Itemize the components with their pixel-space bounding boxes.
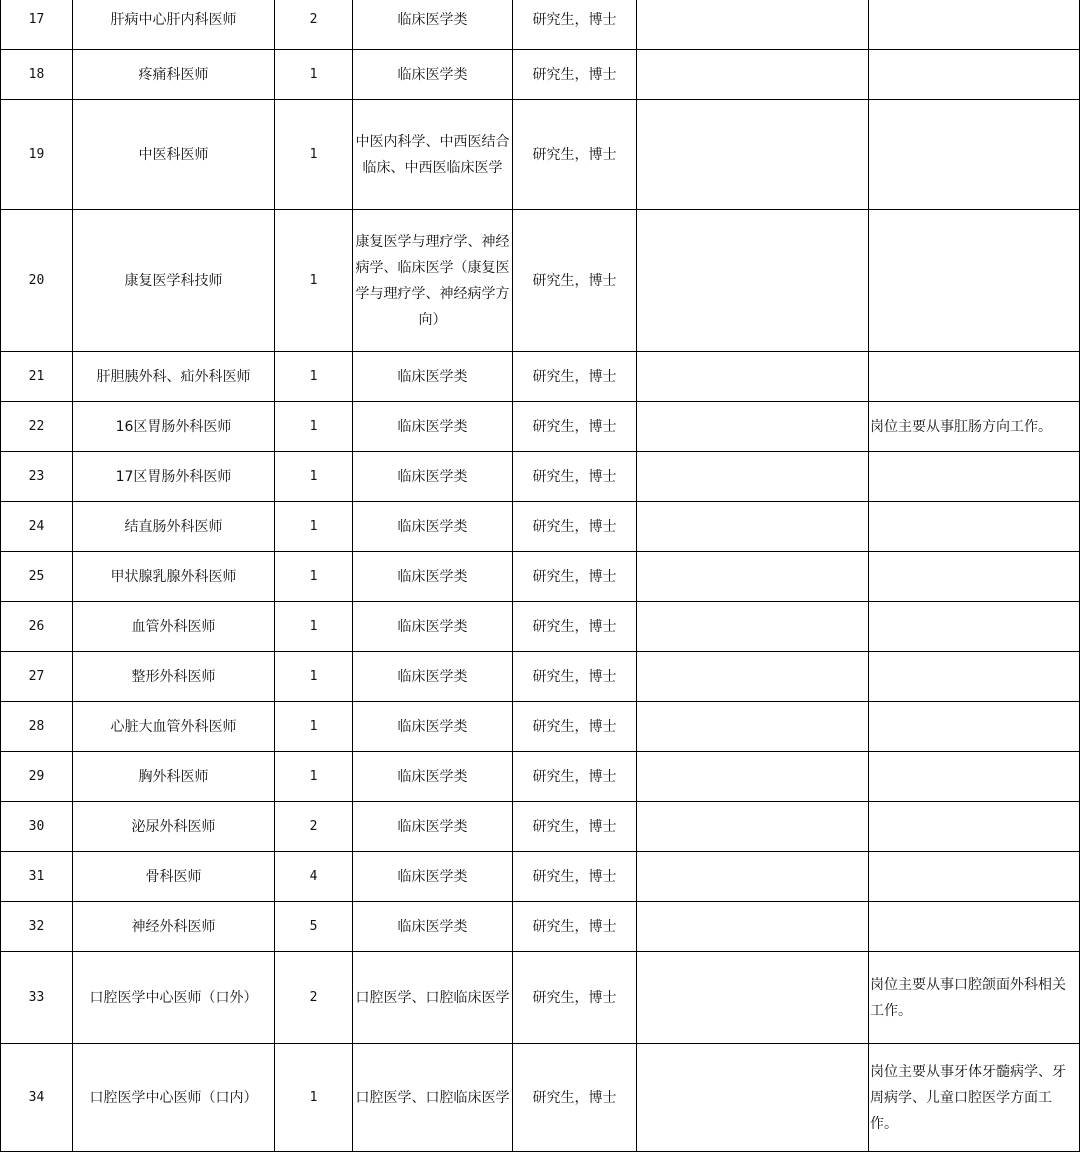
table-row	[1, 452, 1080, 502]
degree-requirement-cell: 研究生，博士	[513, 902, 637, 952]
row-number-cell: 31	[1, 852, 73, 902]
note-cell: 岗位主要从事牙体牙髓病学、牙周病学、儿童口腔医学方面工作。	[869, 1044, 1080, 1152]
other-requirement-cell	[637, 852, 869, 902]
major-requirement-cell: 临床医学类	[353, 652, 513, 702]
major-requirement-cell: 临床医学类	[353, 502, 513, 552]
headcount-cell: 1	[275, 652, 353, 702]
major-requirement-cell: 临床医学类	[353, 602, 513, 652]
post-name-cell: 中医科医师	[73, 100, 275, 210]
degree-requirement-cell: 研究生，博士	[513, 752, 637, 802]
post-name-cell: 结直肠外科医师	[73, 502, 275, 552]
other-requirement-cell	[637, 50, 869, 100]
degree-requirement-cell: 研究生，博士	[513, 100, 637, 210]
other-requirement-cell	[637, 552, 869, 602]
degree-requirement-cell: 研究生，博士	[513, 210, 637, 352]
note-cell	[869, 100, 1080, 210]
post-name-cell: 心脏大血管外科医师	[73, 702, 275, 752]
other-requirement-cell	[637, 210, 869, 352]
row-number-cell: 22	[1, 402, 73, 452]
degree-requirement-cell: 研究生，博士	[513, 352, 637, 402]
note-cell	[869, 902, 1080, 952]
headcount-cell: 1	[275, 100, 353, 210]
note-cell	[869, 210, 1080, 352]
note-cell	[869, 0, 1080, 50]
major-requirement-cell: 口腔医学、口腔临床医学	[353, 1044, 513, 1152]
note-cell	[869, 50, 1080, 100]
other-requirement-cell	[637, 0, 869, 50]
degree-requirement-cell: 研究生，博士	[513, 852, 637, 902]
row-number-cell: 29	[1, 752, 73, 802]
table-row	[1, 352, 1080, 402]
headcount-cell: 2	[275, 0, 353, 50]
degree-requirement-cell: 研究生，博士	[513, 402, 637, 452]
note-cell	[869, 652, 1080, 702]
degree-requirement-cell: 研究生，博士	[513, 952, 637, 1044]
other-requirement-cell	[637, 702, 869, 752]
note-cell	[869, 702, 1080, 752]
major-requirement-cell: 临床医学类	[353, 352, 513, 402]
degree-requirement-cell: 研究生，博士	[513, 652, 637, 702]
table-row	[1, 702, 1080, 752]
headcount-cell: 1	[275, 352, 353, 402]
table-row	[1, 852, 1080, 902]
major-requirement-cell: 临床医学类	[353, 702, 513, 752]
headcount-cell: 4	[275, 852, 353, 902]
note-cell	[869, 352, 1080, 402]
post-name-cell: 肝病中心肝内科医师	[73, 0, 275, 50]
row-number-cell: 33	[1, 952, 73, 1044]
headcount-cell: 5	[275, 902, 353, 952]
headcount-cell: 2	[275, 802, 353, 852]
major-requirement-cell: 临床医学类	[353, 902, 513, 952]
other-requirement-cell	[637, 100, 869, 210]
headcount-cell: 1	[275, 752, 353, 802]
note-cell: 岗位主要从事口腔颌面外科相关工作。	[869, 952, 1080, 1044]
other-requirement-cell	[637, 902, 869, 952]
row-number-cell: 30	[1, 802, 73, 852]
degree-requirement-cell: 研究生，博士	[513, 802, 637, 852]
major-requirement-cell: 中医内科学、中西医结合临床、中西医临床医学	[353, 100, 513, 210]
note-cell	[869, 502, 1080, 552]
other-requirement-cell	[637, 402, 869, 452]
table-row	[1, 1044, 1080, 1152]
post-name-cell: 骨科医师	[73, 852, 275, 902]
note-cell	[869, 552, 1080, 602]
major-requirement-cell: 临床医学类	[353, 802, 513, 852]
other-requirement-cell	[637, 602, 869, 652]
headcount-cell: 1	[275, 602, 353, 652]
row-number-cell: 19	[1, 100, 73, 210]
post-name-cell: 胸外科医师	[73, 752, 275, 802]
table-row	[1, 210, 1080, 352]
degree-requirement-cell: 研究生，博士	[513, 0, 637, 50]
post-name-cell: 疼痛科医师	[73, 50, 275, 100]
degree-requirement-cell: 研究生，博士	[513, 452, 637, 502]
degree-requirement-cell: 研究生，博士	[513, 50, 637, 100]
note-cell	[869, 752, 1080, 802]
row-number-cell: 24	[1, 502, 73, 552]
table-row	[1, 802, 1080, 852]
row-number-cell: 27	[1, 652, 73, 702]
post-name-cell: 甲状腺乳腺外科医师	[73, 552, 275, 602]
post-name-cell: 16区胃肠外科医师	[73, 402, 275, 452]
row-number-cell: 20	[1, 210, 73, 352]
degree-requirement-cell: 研究生，博士	[513, 702, 637, 752]
other-requirement-cell	[637, 802, 869, 852]
post-name-cell: 口腔医学中心医师（口内）	[73, 1044, 275, 1152]
major-requirement-cell: 口腔医学、口腔临床医学	[353, 952, 513, 1044]
table-row	[1, 502, 1080, 552]
table-row	[1, 652, 1080, 702]
other-requirement-cell	[637, 352, 869, 402]
table-row	[1, 0, 1080, 50]
headcount-cell: 2	[275, 952, 353, 1044]
degree-requirement-cell: 研究生，博士	[513, 602, 637, 652]
other-requirement-cell	[637, 452, 869, 502]
degree-requirement-cell: 研究生，博士	[513, 1044, 637, 1152]
headcount-cell: 1	[275, 50, 353, 100]
headcount-cell: 1	[275, 1044, 353, 1152]
row-number-cell: 34	[1, 1044, 73, 1152]
table-row	[1, 402, 1080, 452]
major-requirement-cell: 临床医学类	[353, 552, 513, 602]
row-number-cell: 26	[1, 602, 73, 652]
post-name-cell: 康复医学科技师	[73, 210, 275, 352]
major-requirement-cell: 临床医学类	[353, 50, 513, 100]
major-requirement-cell: 临床医学类	[353, 452, 513, 502]
headcount-cell: 1	[275, 502, 353, 552]
row-number-cell: 23	[1, 452, 73, 502]
other-requirement-cell	[637, 502, 869, 552]
post-name-cell: 肝胆胰外科、疝外科医师	[73, 352, 275, 402]
headcount-cell: 1	[275, 452, 353, 502]
row-number-cell: 17	[1, 0, 73, 50]
other-requirement-cell	[637, 952, 869, 1044]
row-number-cell: 28	[1, 702, 73, 752]
table-row	[1, 100, 1080, 210]
table-row	[1, 902, 1080, 952]
note-cell	[869, 452, 1080, 502]
major-requirement-cell: 临床医学类	[353, 0, 513, 50]
post-name-cell: 17区胃肠外科医师	[73, 452, 275, 502]
headcount-cell: 1	[275, 702, 353, 752]
other-requirement-cell	[637, 652, 869, 702]
row-number-cell: 18	[1, 50, 73, 100]
degree-requirement-cell: 研究生，博士	[513, 502, 637, 552]
other-requirement-cell	[637, 1044, 869, 1152]
table-row	[1, 50, 1080, 100]
major-requirement-cell: 康复医学与理疗学、神经病学、临床医学（康复医学与理疗学、神经病学方向）	[353, 210, 513, 352]
post-name-cell: 神经外科医师	[73, 902, 275, 952]
row-number-cell: 32	[1, 902, 73, 952]
degree-requirement-cell: 研究生，博士	[513, 552, 637, 602]
headcount-cell: 1	[275, 210, 353, 352]
row-number-cell: 21	[1, 352, 73, 402]
note-cell	[869, 802, 1080, 852]
note-cell	[869, 852, 1080, 902]
major-requirement-cell: 临床医学类	[353, 752, 513, 802]
major-requirement-cell: 临床医学类	[353, 402, 513, 452]
table-row	[1, 952, 1080, 1044]
major-requirement-cell: 临床医学类	[353, 852, 513, 902]
headcount-cell: 1	[275, 552, 353, 602]
table-row	[1, 552, 1080, 602]
note-cell: 岗位主要从事肛肠方向工作。	[869, 402, 1080, 452]
post-name-cell: 血管外科医师	[73, 602, 275, 652]
other-requirement-cell	[637, 752, 869, 802]
row-number-cell: 25	[1, 552, 73, 602]
post-name-cell: 口腔医学中心医师（口外）	[73, 952, 275, 1044]
table-row	[1, 602, 1080, 652]
table-row	[1, 752, 1080, 802]
headcount-cell: 1	[275, 402, 353, 452]
post-name-cell: 整形外科医师	[73, 652, 275, 702]
note-cell	[869, 602, 1080, 652]
post-name-cell: 泌尿外科医师	[73, 802, 275, 852]
